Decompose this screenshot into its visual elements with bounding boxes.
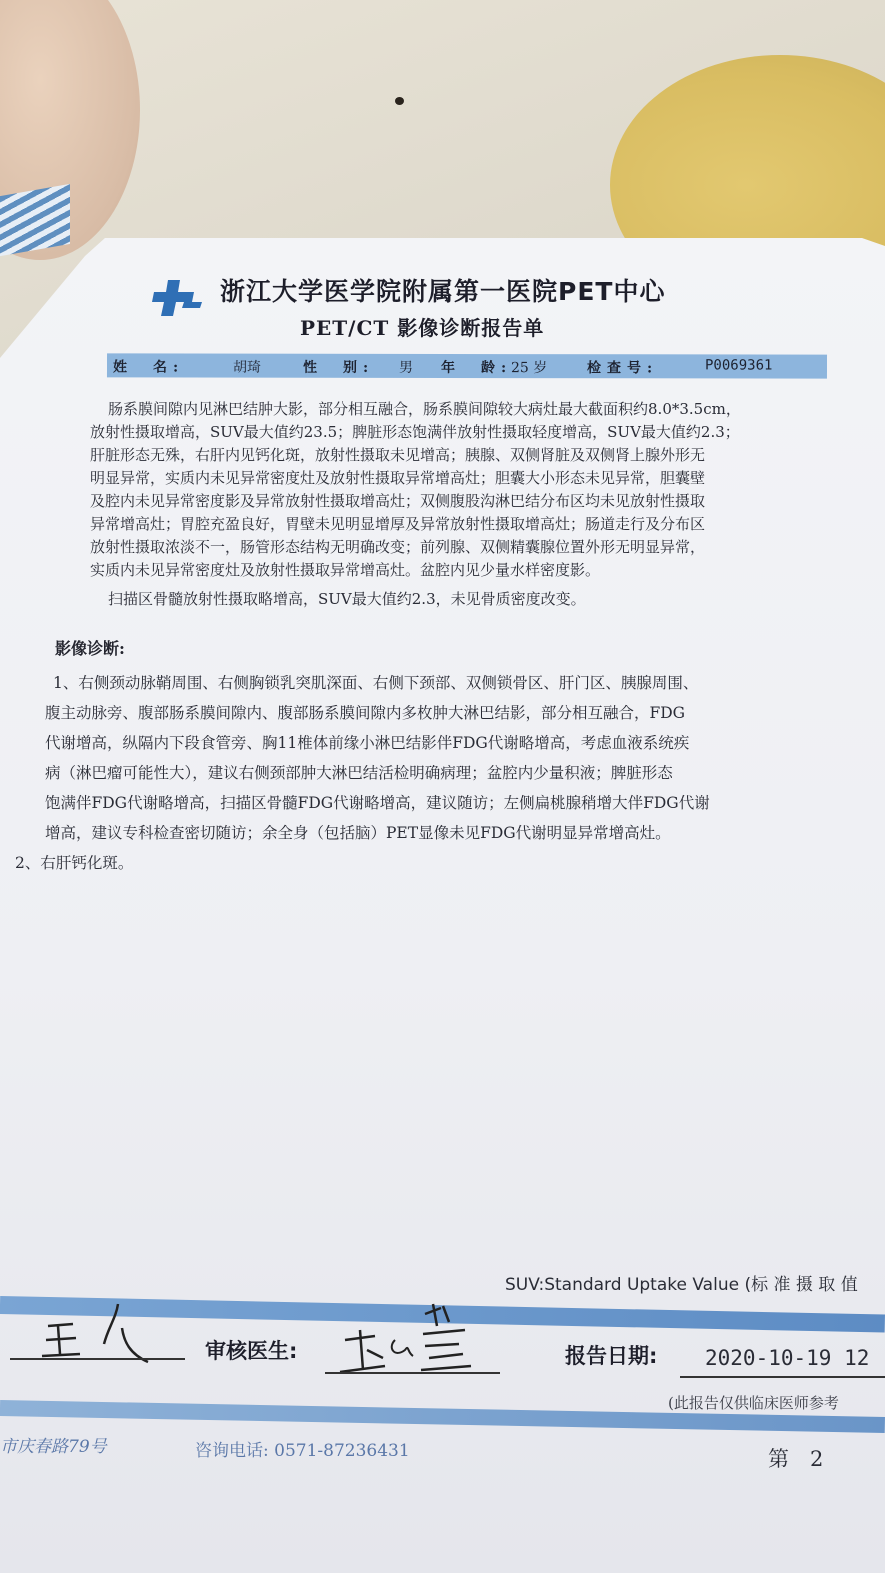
diagnosis-line: 代谢增高，纵隔内下段食管旁、胸11椎体前缘小淋巴结影伴FDG代谢略增高，考虑血液系统疾 xyxy=(45,734,690,752)
hospital-logo-icon xyxy=(150,278,206,318)
hospital-address: 市庆春路79号 xyxy=(0,1437,107,1457)
patient-age: 25 岁 xyxy=(510,360,548,377)
blue-folder-edge xyxy=(0,184,70,256)
reviewer-label: 审核医生: xyxy=(205,1339,298,1363)
findings-line: 放射性摄取浓淡不一，肠管形态结构无明确改变；前列腺、双侧精囊腺位置外形无明显异常， xyxy=(90,538,706,556)
report-date-value: 2020-10-19 12 xyxy=(705,1346,870,1370)
findings-line: 放射性摄取增高，SUV最大值约23.5；脾脏形态饱满伴放射性摄取轻度增高，SUV最大值约2.3； xyxy=(90,423,740,441)
diagnosis-line: 腹主动脉旁、腹部肠系膜间隙内、腹部肠系膜间隙内多枚肿大淋巴结影，部分相互融合，FDG xyxy=(45,704,686,722)
patient-info-bar xyxy=(107,353,827,378)
findings-bone-line: 扫描区骨髓放射性摄取略增高，SUV最大值约2.3，未见骨质密度改变。 xyxy=(108,590,586,608)
date-underline xyxy=(680,1376,885,1378)
page-number: 第 2 xyxy=(768,1447,824,1471)
findings-line: 明显异常，实质内未见异常密度灶及放射性摄取异常增高灶；胆囊大小形态未见异常，胆囊壁 xyxy=(90,469,706,487)
suv-footnote: SUV:Standard Uptake Value (标 准 摄 取 值 xyxy=(505,1275,858,1295)
diagnosis-line: 病（淋巴瘤可能性大），建议右侧颈部肿大淋巴结活检明确病理；盆腔内少量积液；脾脏形态 xyxy=(45,764,673,782)
patient-sex: 男 xyxy=(398,359,414,376)
findings-line: 异常增高灶；胃腔充盈良好，胃壁未见明显增厚及异常放射性摄取增高灶；肠道走行及分布区 xyxy=(90,515,706,533)
exam-label: 检查号: xyxy=(586,360,659,377)
diagnosis-line: 增高，建议专科检查密切随访；余全身（包括脑）PET显像未见FDG代谢明显异常增高灶。 xyxy=(45,824,671,842)
findings-section xyxy=(90,398,865,611)
name-label: 姓 名: xyxy=(112,359,185,376)
exam-number: P0069361 xyxy=(704,357,773,374)
report-date-label: 报告日期: xyxy=(565,1344,658,1368)
report-title: PET/CT 影像诊断报告单 xyxy=(300,316,545,340)
findings-line: 肝脏形态无殊，右肝内见钙化斑，放射性摄取未见增高；胰腺、双侧肾脏及双侧肾上腺外形无 xyxy=(90,446,706,464)
diagnosis-line: 2、右肝钙化斑。 xyxy=(15,854,134,872)
reviewer-signature xyxy=(325,1300,500,1380)
diagnosis-heading: 影像诊断: xyxy=(55,639,125,658)
age-label: 年 龄: xyxy=(440,359,513,377)
findings-line: 实质内未见异常密度灶及放射性摄取异常增高灶。盆腔内见少量水样密度影。 xyxy=(90,561,601,579)
patient-name: 胡琦 xyxy=(232,359,262,376)
reviewer-signature-line xyxy=(325,1372,500,1374)
findings-line: 及腔内未见异常密度影及异常放射性摄取增高灶；双侧腹股沟淋巴结分布区均未见放射性摄取 xyxy=(90,492,706,510)
sex-label: 性 别: xyxy=(302,359,375,376)
findings-line: 肠系膜间隙内见淋巴结肿大影，部分相互融合，肠系膜间隙较大病灶最大截面积约8.0*3.5cm， xyxy=(108,400,741,418)
diagnosis-line: 饱满伴FDG代谢略增高，扫描区骨髓FDG代谢略增高，建议随访；左侧扁桃腺稍增大伴FDG代谢 xyxy=(45,794,710,812)
disclaimer-note: (此报告仅供临床医师参考 xyxy=(668,1394,839,1412)
consult-phone: 咨询电话: 0571-87236431 xyxy=(195,1441,410,1461)
hospital-name: 浙江大学医学院附属第一医院PET中心 xyxy=(220,277,666,306)
small-insect xyxy=(395,97,404,105)
diagnosis-section xyxy=(15,668,880,878)
diagnosis-line: 1、右侧颈动脉鞘周围、右侧胸锁乳突肌深面、右侧下颈部、双侧锁骨区、肝门区、胰腺周围、 xyxy=(53,674,699,692)
signature-line xyxy=(10,1358,185,1360)
